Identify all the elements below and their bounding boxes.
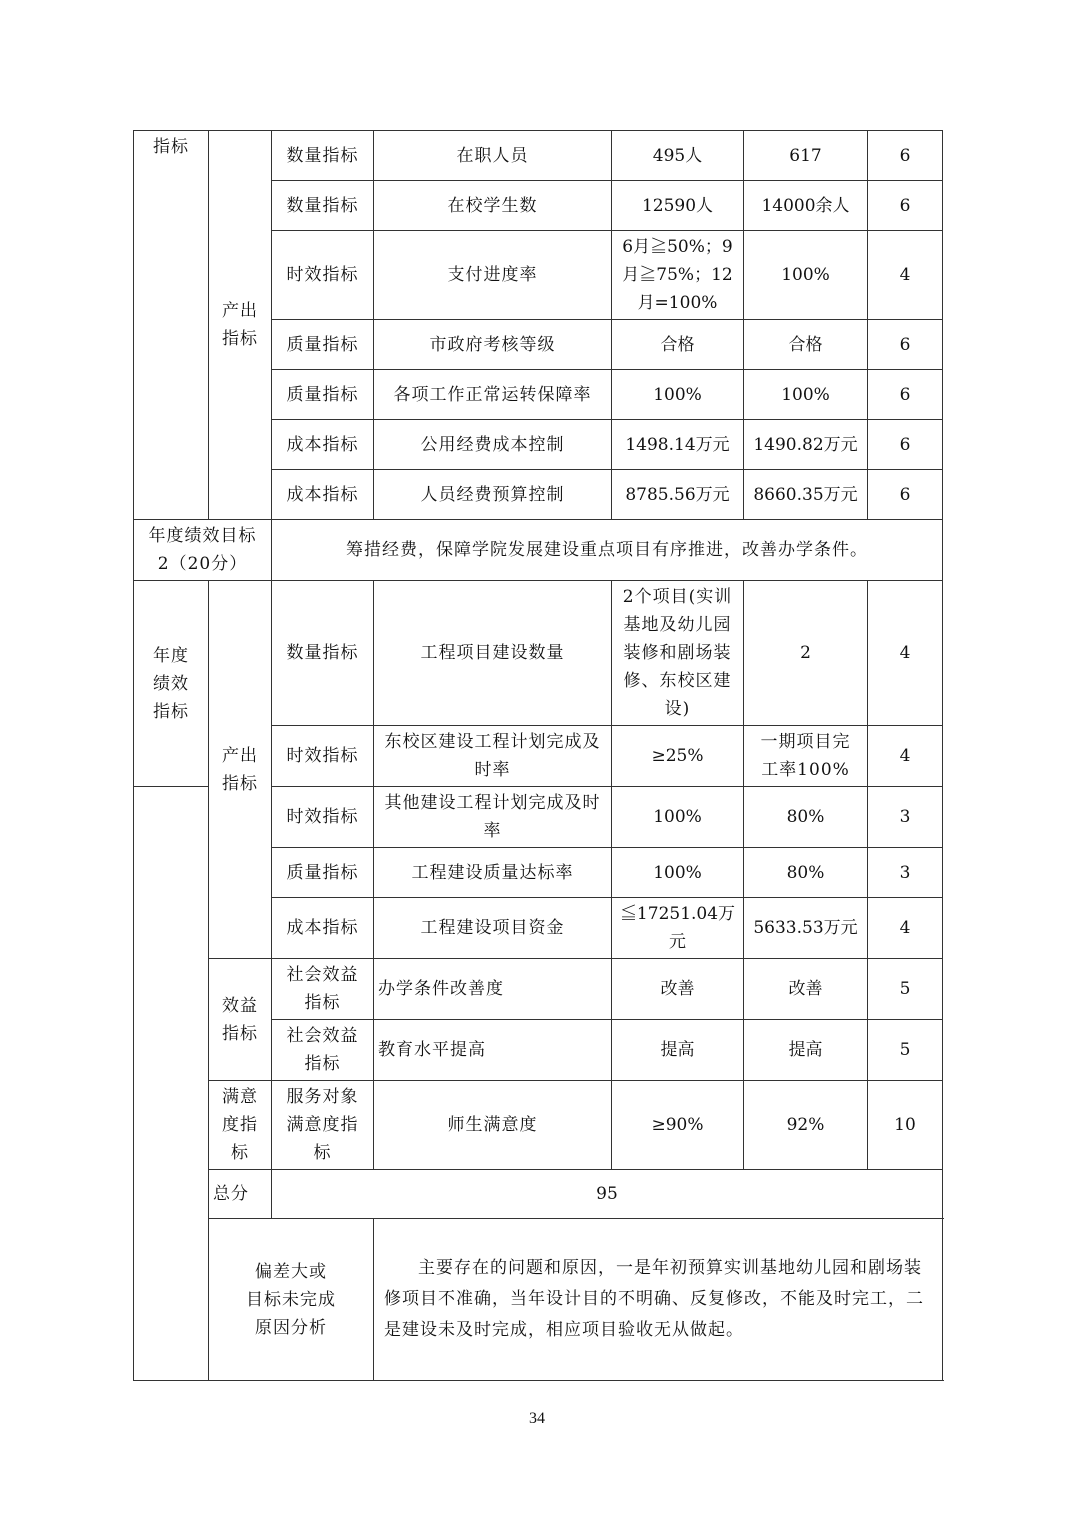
score: 4 [868, 726, 943, 787]
score: 4 [868, 581, 943, 726]
actual-value: 一期项目完 工率100% [744, 726, 868, 787]
indicator-type: 社会效益 指标 [272, 1020, 374, 1081]
score: 5 [868, 1020, 943, 1081]
annual-performance-label: 年度 绩效 指标 [134, 581, 209, 787]
indicator-type: 成本指标 [272, 470, 374, 520]
indicator-name: 其他建设工程计划完成及时 率 [374, 787, 612, 848]
goal2-label: 年度绩效目标 2（20分） [134, 520, 272, 581]
target-value: 1498.14万元 [612, 420, 744, 470]
goal2-text: 筹措经费，保障学院发展建设重点项目有序推进，改善办学条件。 [272, 520, 943, 581]
actual-value: 80% [744, 848, 868, 898]
actual-value: 80% [744, 787, 868, 848]
score: 4 [868, 231, 943, 320]
indicator-name: 公用经费成本控制 [374, 420, 612, 470]
output-indicator-label: 产出 指标 [209, 131, 272, 520]
actual-value: 改善 [744, 959, 868, 1020]
page-number: 34 [529, 1410, 545, 1427]
indicator-type: 成本指标 [272, 420, 374, 470]
score: 10 [868, 1081, 943, 1170]
analysis-text: 主要存在的问题和原因，一是年初预算实训基地幼儿园和剧场装修项目不准确，当年设计目的不明确、反复修改，不能及时完工，二是建设未及时完成，相应项目验收无从做起。 [374, 1219, 943, 1381]
indicator-type: 成本指标 [272, 898, 374, 959]
score: 6 [868, 181, 943, 231]
actual-value: 100% [744, 231, 868, 320]
indicator-name: 工程建设项目资金 [374, 898, 612, 959]
target-value: 495人 [612, 131, 744, 181]
indicator-type: 质量指标 [272, 320, 374, 370]
output-indicator-label-2: 产出 指标 [209, 581, 272, 959]
score: 6 [868, 420, 943, 470]
indicator-name: 各项工作正常运转保障率 [374, 370, 612, 420]
target-value: 8785.56万元 [612, 470, 744, 520]
indicator-name: 在校学生数 [374, 181, 612, 231]
actual-value: 92% [744, 1081, 868, 1170]
target-value: 100% [612, 787, 744, 848]
indicator-type: 时效指标 [272, 787, 374, 848]
blank-cell [134, 787, 209, 1381]
target-value: 2个项目(实训 基地及幼儿园 装修和剧场装 修、东校区建 设) [612, 581, 744, 726]
indicator-name: 办学条件改善度 [374, 959, 612, 1020]
score: 3 [868, 787, 943, 848]
analysis-label: 偏差大或 目标未完成 原因分析 [209, 1219, 374, 1381]
score: 6 [868, 131, 943, 181]
indicator-type: 数量指标 [272, 581, 374, 726]
indicator-name: 师生满意度 [374, 1081, 612, 1170]
actual-value: 617 [744, 131, 868, 181]
actual-value: 5633.53万元 [744, 898, 868, 959]
actual-value: 8660.35万元 [744, 470, 868, 520]
target-value: 100% [612, 370, 744, 420]
target-value: 合格 [612, 320, 744, 370]
actual-value: 1490.82万元 [744, 420, 868, 470]
actual-value: 14000余人 [744, 181, 868, 231]
indicator-type: 数量指标 [272, 181, 374, 231]
score: 6 [868, 320, 943, 370]
target-value: ≥90% [612, 1081, 744, 1170]
target-value: ≦17251.04万 元 [612, 898, 744, 959]
target-value: ≥25% [612, 726, 744, 787]
indicator-name: 教育水平提高 [374, 1020, 612, 1081]
indicator-type: 数量指标 [272, 131, 374, 181]
target-value: 提高 [612, 1020, 744, 1081]
indicator-type: 服务对象 满意度指 标 [272, 1081, 374, 1170]
actual-value: 100% [744, 370, 868, 420]
target-value: 改善 [612, 959, 744, 1020]
indicator-type: 时效指标 [272, 726, 374, 787]
score: 6 [868, 470, 943, 520]
score: 5 [868, 959, 943, 1020]
target-value: 100% [612, 848, 744, 898]
benefit-indicator-label: 效益 指标 [209, 959, 272, 1081]
indicator-name: 市政府考核等级 [374, 320, 612, 370]
performance-table [133, 130, 943, 1381]
actual-value: 2 [744, 581, 868, 726]
indicator-name: 东校区建设工程计划完成及 时率 [374, 726, 612, 787]
indicator-name: 工程建设质量达标率 [374, 848, 612, 898]
indicator-name: 在职人员 [374, 131, 612, 181]
score: 3 [868, 848, 943, 898]
indicator-name: 支付进度率 [374, 231, 612, 320]
indicator-name: 人员经费预算控制 [374, 470, 612, 520]
target-value: 12590人 [612, 181, 744, 231]
satisfaction-indicator-label: 满意 度指 标 [209, 1081, 272, 1170]
target-value: 6月≧50%；9 月≧75%；12 月=100% [612, 231, 744, 320]
total-value: 95 [272, 1170, 943, 1219]
indicator-type: 时效指标 [272, 231, 374, 320]
actual-value: 合格 [744, 320, 868, 370]
total-label: 总分 [209, 1170, 272, 1219]
score: 6 [868, 370, 943, 420]
indicator-label: 指标 [134, 131, 209, 520]
actual-value: 提高 [744, 1020, 868, 1081]
indicator-type: 质量指标 [272, 370, 374, 420]
indicator-name: 工程项目建设数量 [374, 581, 612, 726]
indicator-type: 质量指标 [272, 848, 374, 898]
score: 4 [868, 898, 943, 959]
indicator-type: 社会效益 指标 [272, 959, 374, 1020]
